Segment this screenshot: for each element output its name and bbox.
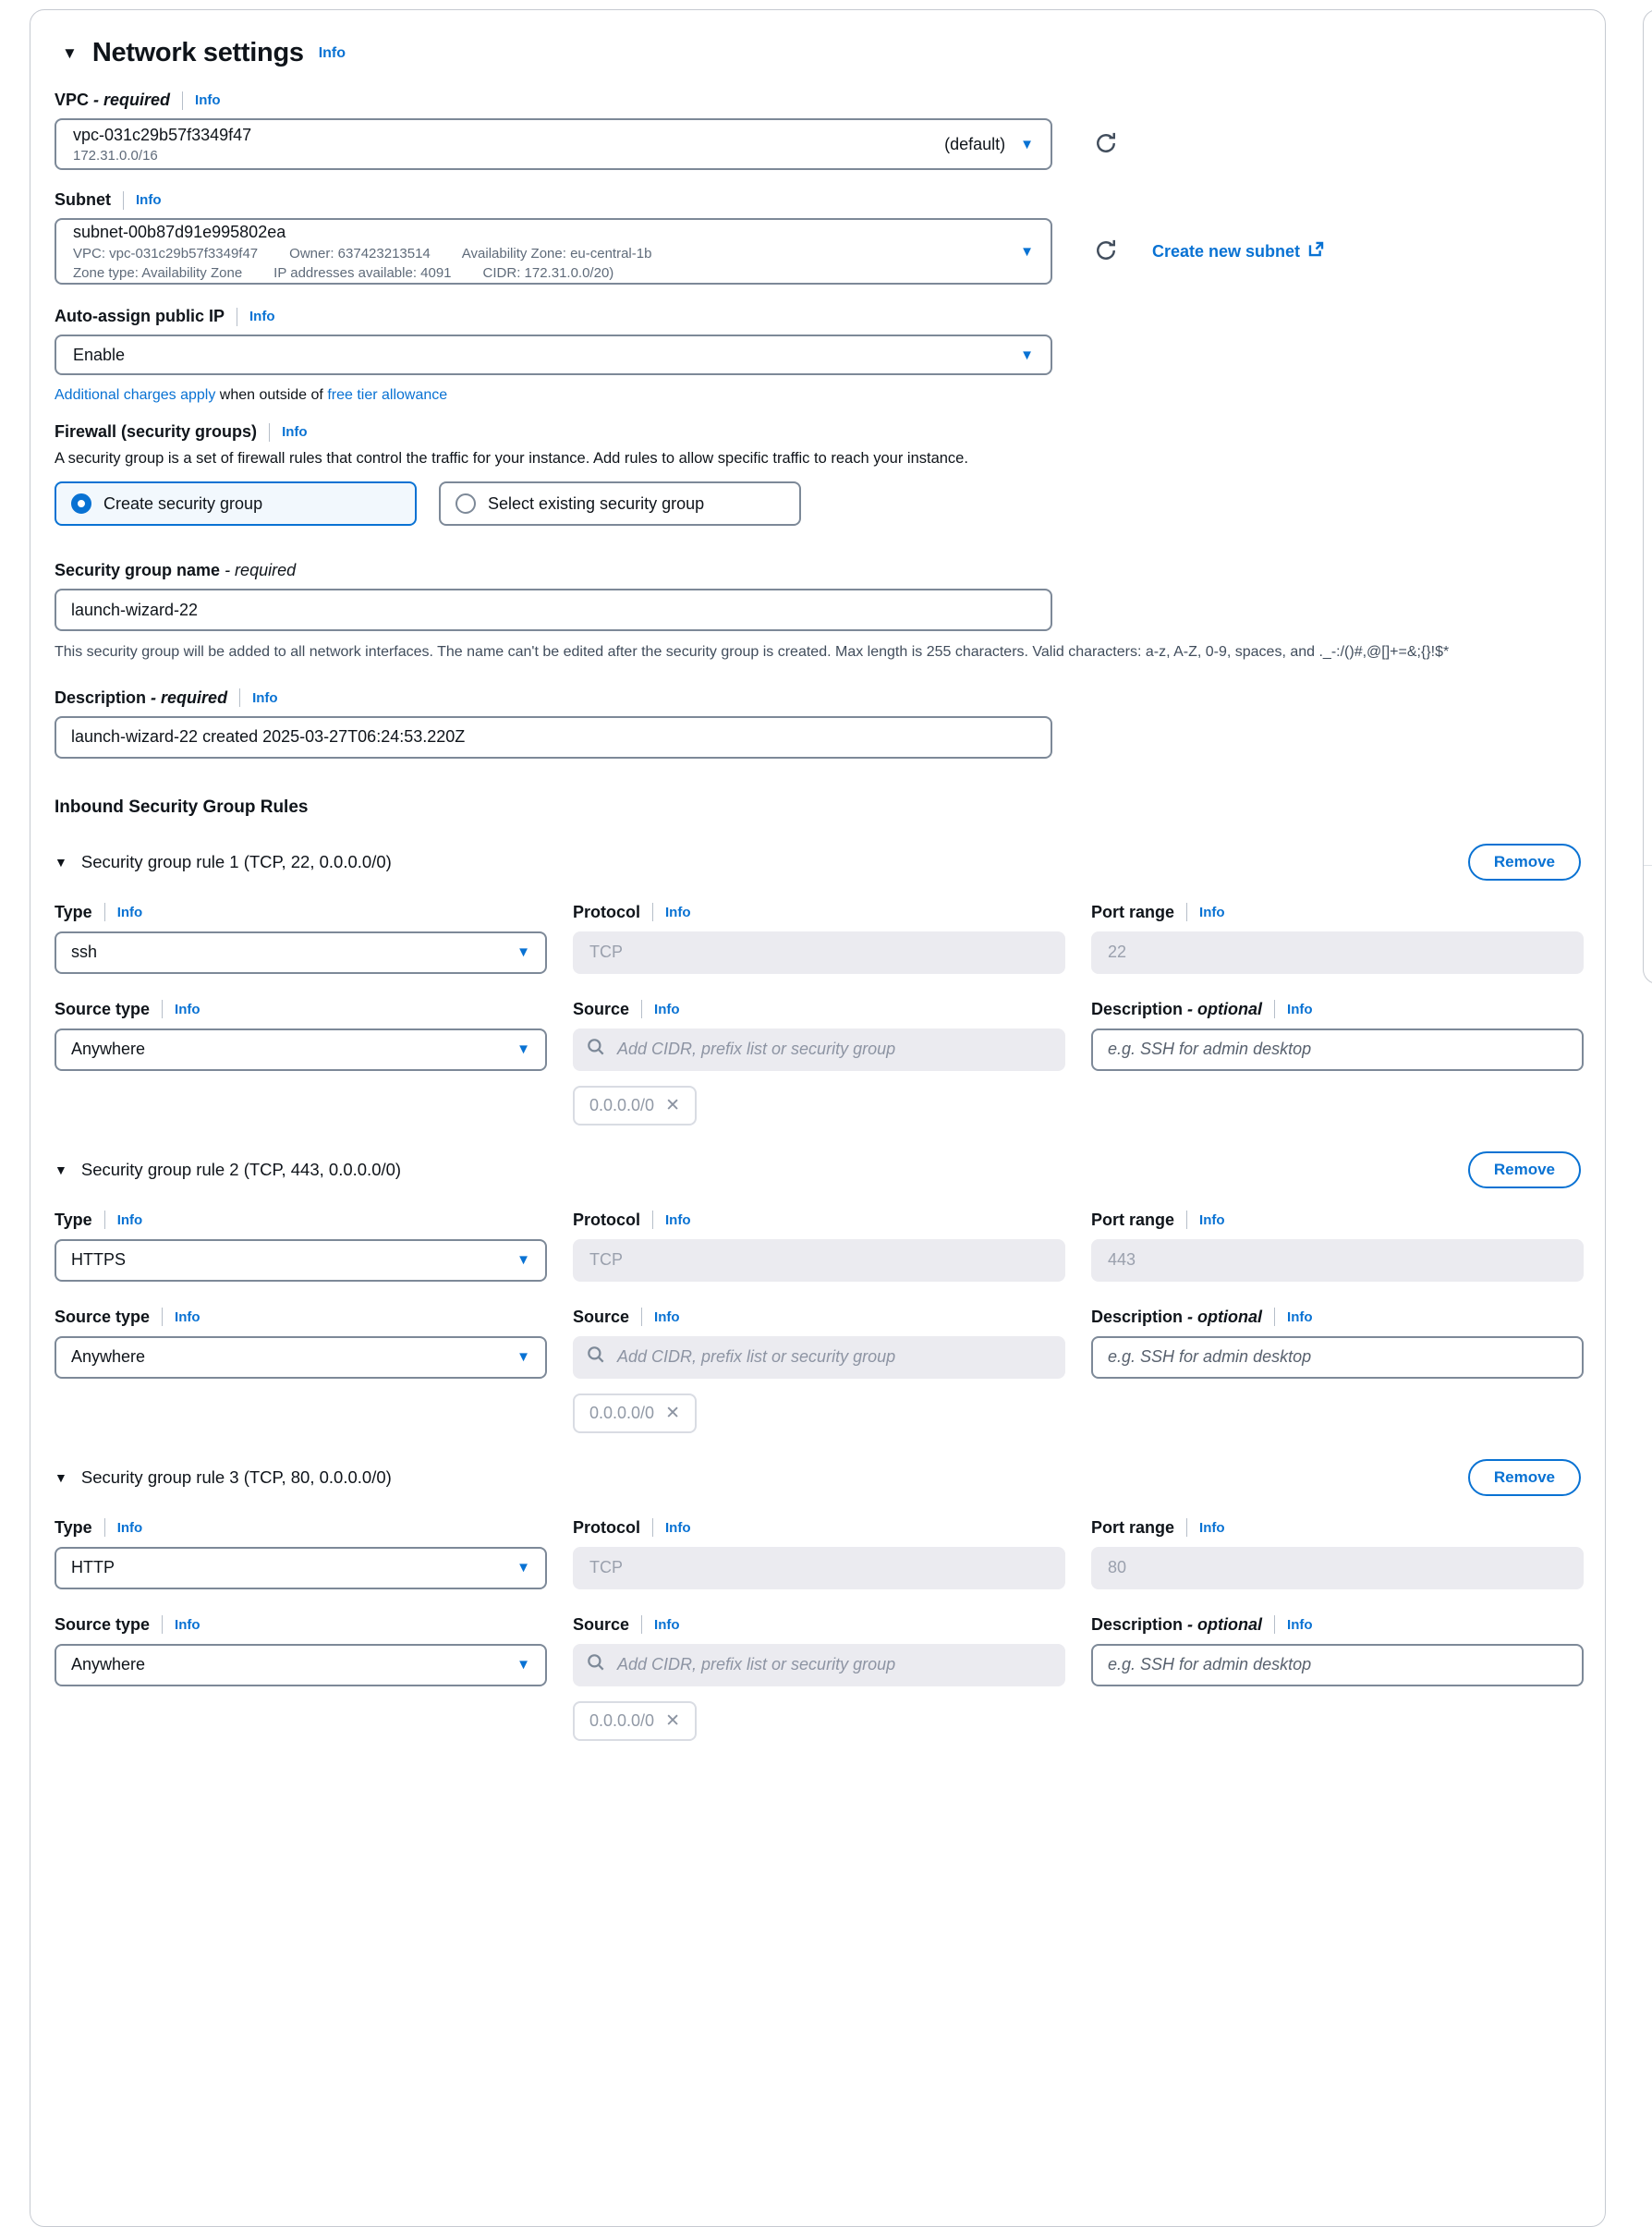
rule-type-cell [55,1211,547,1282]
source-token [573,1086,697,1126]
rule-title: Security group rule 3 (TCP, 80, 0.0.0.0/0) [80,1466,392,1487]
auto-assign-label-row [55,307,1581,326]
chevron-down-icon: ▼ [1020,136,1034,152]
rule-port-cell [1091,1211,1584,1282]
rule-description-label: Description - optional [1091,1307,1263,1326]
rule-source-cell [573,1615,1065,1741]
rule-protocol-cell [573,903,1065,974]
security-group-rule [55,844,1581,1126]
section-header [55,38,1581,68]
network-settings-info-link[interactable]: Info [318,44,346,61]
label-divider [1274,1308,1275,1326]
radio-unselected-icon [456,493,476,514]
label-divider [1186,1211,1187,1229]
firewall-description: A security group is a set of firewall rules that control the traffic for your instance. Add rules to allow specific traffic to reach your instance. [55,450,968,467]
inbound-rules-heading: Inbound Security Group Rules [55,797,309,817]
rule-type-value: HTTP [71,1558,115,1577]
protocol-info-link[interactable]: Info [665,1211,691,1228]
chevron-down-icon: ▼ [1020,243,1034,260]
label-divider [104,1211,105,1229]
chevron-down-icon: ▼ [516,1657,530,1673]
security-group-rule [55,1151,1581,1433]
summary-side-panel [1643,9,1652,984]
auto-assign-label: Auto-assign public IP [55,307,225,325]
side-panel-divider [1644,865,1652,866]
firewall-label-row [55,422,1581,442]
label-divider [641,1615,642,1634]
rule-source-search-field[interactable] [573,1644,1065,1686]
remove-rule-button[interactable]: Remove [1468,1151,1581,1188]
sg-desc-label: Description - required [55,688,228,707]
port-range-info-link[interactable]: Info [1199,1519,1225,1536]
rule-description-input[interactable] [1091,1336,1584,1379]
type-info-link[interactable]: Info [116,1211,143,1228]
label-divider [123,191,124,210]
rule-port-cell [1091,1518,1584,1589]
rule-type-value: HTTPS [71,1250,127,1270]
port-range-label: Port range [1091,1517,1175,1537]
type-label: Type [55,1517,92,1537]
auto-assign-select[interactable] [55,335,1052,375]
label-divider [104,903,105,921]
sg-desc-info-link[interactable]: Info [252,689,278,706]
rule-port-field: 22 [1091,931,1584,974]
label-divider [162,1308,163,1326]
external-link-icon [1307,240,1325,262]
rule-protocol-cell [573,1518,1065,1589]
subnet-detail-line2: Zone type: Availability Zone IP addresses available: 4091 CIDR: 172.31.0.0/20) [73,264,614,281]
rule-collapse-triangle-icon[interactable]: ▼ [55,1162,67,1177]
sg-name-input[interactable] [55,589,1052,631]
rule-collapse-triangle-icon[interactable]: ▼ [55,854,67,870]
chevron-down-icon: ▼ [1020,347,1034,363]
free-tier-link[interactable]: free tier allowance [327,387,448,403]
label-divider [652,903,653,921]
firewall-radio-group [55,481,1581,526]
rule-source-cell [573,1000,1065,1126]
auto-assign-select-value: Enable [73,345,126,364]
rule-source-placeholder: Add CIDR, prefix list or security group [617,1655,896,1674]
rule-grid [55,1211,1581,1433]
rule-header [55,844,1581,881]
close-icon[interactable]: ✕ [665,1710,680,1731]
security-group-rule [55,1459,1581,1741]
source-type-label: Source type [55,999,151,1018]
chevron-down-icon: ▼ [516,1252,530,1269]
refresh-icon [1093,130,1119,159]
rule-type-select[interactable] [55,1239,547,1282]
radio-selected-icon [71,493,91,514]
sg-name-label: Security group name - required [55,561,297,579]
rule-source-type-select[interactable] [55,1336,547,1379]
sg-name-help-text: This security group will be added to all network interfaces. The name can't be edited after the security group is created. Max length is 255 characters. Valid characters: a-z, A-Z, 0-9, spaces, and ._-:/()#,@[]+=&;{}!$* [55,644,1450,660]
remove-rule-button[interactable]: Remove [1468,844,1581,881]
source-type-info-link[interactable]: Info [175,1308,200,1325]
label-divider [182,91,183,110]
rule-port-field: 443 [1091,1239,1584,1282]
refresh-icon [1093,237,1119,266]
rule-source-type-value: Anywhere [71,1655,146,1674]
sg-desc-label-row [55,688,1581,708]
rule-source-cell [573,1308,1065,1433]
label-divider [269,423,270,442]
rule-title: Security group rule 1 (TCP, 22, 0.0.0.0/0) [80,851,392,871]
chevron-down-icon: ▼ [516,1041,530,1058]
remove-rule-button[interactable]: Remove [1468,1459,1581,1496]
label-divider [652,1518,653,1537]
port-range-label: Port range [1091,1210,1175,1229]
rule-description-info-link[interactable]: Info [1287,1308,1313,1325]
label-divider [1186,1518,1187,1537]
source-type-label: Source type [55,1307,151,1326]
additional-charges-link[interactable]: Additional charges apply [55,387,216,403]
sg-name-label-row [55,561,1581,580]
rule-description-input[interactable] [1091,1644,1584,1686]
firewall-label: Firewall (security groups) [55,422,258,441]
search-icon [586,1652,606,1677]
label-divider [162,1000,163,1018]
radio-select-existing-security-group[interactable] [439,481,801,526]
close-icon[interactable]: ✕ [665,1403,680,1423]
subnet-detail-line1: VPC: vpc-031c29b57f3349f47 Owner: 637423213514 Availability Zone: eu-central-1b [73,245,652,262]
search-icon [586,1037,606,1062]
rule-source-type-cell [55,1308,547,1433]
type-info-link[interactable]: Info [116,904,143,920]
source-info-link[interactable]: Info [654,1308,680,1325]
rule-source-placeholder: Add CIDR, prefix list or security group [617,1347,896,1367]
rule-source-type-select[interactable] [55,1028,547,1071]
port-range-label: Port range [1091,902,1175,921]
source-info-link[interactable]: Info [654,1001,680,1017]
label-divider [652,1211,653,1229]
source-info-link[interactable]: Info [654,1616,680,1633]
vpc-select-value: vpc-031c29b57f3349f47 [73,125,252,144]
rule-description-cell [1091,1308,1584,1433]
rule-header [55,1151,1581,1188]
inbound-rules-list [55,844,1581,1741]
rule-source-placeholder: Add CIDR, prefix list or security group [617,1040,896,1059]
subnet-info-link[interactable]: Info [136,192,162,208]
vpc-select[interactable] [55,118,1052,170]
radio-create-security-group[interactable] [55,481,417,526]
label-divider [162,1615,163,1634]
subnet-label: Subnet [55,190,111,209]
rule-type-select[interactable] [55,931,547,974]
label-divider [239,688,240,707]
rule-port-field: 80 [1091,1547,1584,1589]
collapse-triangle-icon[interactable]: ▼ [62,44,78,62]
rule-source-search-field[interactable] [573,1336,1065,1379]
close-icon[interactable]: ✕ [665,1095,680,1115]
rule-description-label: Description - optional [1091,1614,1263,1634]
vpc-refresh-button[interactable] [1093,130,1119,159]
rule-description-info-link[interactable]: Info [1287,1001,1313,1017]
vpc-field-row [55,118,1581,170]
vpc-label-row [55,91,1581,110]
label-divider [1186,903,1187,921]
rule-type-value: ssh [71,943,98,962]
subnet-field-row [55,218,1581,285]
chevron-down-icon: ▼ [516,1560,530,1576]
rule-description-cell [1091,1000,1584,1126]
rule-protocol-field: TCP [573,931,1065,974]
vpc-info-link[interactable]: Info [195,92,221,108]
charges-note: Additional charges apply when outside of free tier allowance [55,387,448,403]
rule-collapse-triangle-icon[interactable]: ▼ [55,1469,67,1485]
rule-protocol-cell [573,1211,1065,1282]
rule-source-type-select[interactable] [55,1644,547,1686]
vpc-select-cidr: 172.31.0.0/16 [73,147,158,164]
chevron-down-icon: ▼ [516,1349,530,1366]
rule-type-cell [55,1518,547,1589]
source-label: Source [573,1614,630,1634]
rule-header [55,1459,1581,1496]
rule-type-cell [55,903,547,974]
rule-grid [55,1518,1581,1741]
label-divider [104,1518,105,1537]
rule-source-type-value: Anywhere [71,1040,146,1059]
chevron-down-icon: ▼ [516,944,530,961]
radio-create-label: Create security group [103,493,263,513]
label-divider [641,1308,642,1326]
sg-desc-input[interactable] [55,716,1052,759]
source-token-value: 0.0.0.0/0 [589,1710,655,1730]
rule-source-type-value: Anywhere [71,1347,146,1367]
type-label: Type [55,902,92,921]
subnet-refresh-button[interactable] [1093,237,1119,266]
source-type-label: Source type [55,1614,151,1634]
rule-description-label: Description - optional [1091,999,1263,1018]
rule-source-search-field[interactable] [573,1028,1065,1071]
label-divider [641,1000,642,1018]
vpc-label: VPC - required [55,91,171,109]
rule-protocol-field: TCP [573,1547,1065,1589]
rule-type-select[interactable] [55,1547,547,1589]
source-token [573,1393,697,1433]
subnet-label-row [55,190,1581,210]
auto-assign-info-link[interactable]: Info [249,309,275,324]
protocol-label: Protocol [573,1210,641,1229]
source-token [573,1701,697,1741]
rule-protocol-field: TCP [573,1239,1065,1282]
create-new-subnet-link[interactable]: Create new subnet [1152,240,1325,262]
subnet-select-value: subnet-00b87d91e995802ea [73,222,286,241]
type-info-link[interactable]: Info [116,1519,143,1536]
source-type-info-link[interactable]: Info [175,1001,200,1017]
protocol-label: Protocol [573,1517,641,1537]
protocol-label: Protocol [573,902,641,921]
protocol-info-link[interactable]: Info [665,1519,691,1536]
rule-source-type-cell [55,1615,547,1741]
source-type-info-link[interactable]: Info [175,1616,200,1633]
protocol-info-link[interactable]: Info [665,904,691,920]
vpc-default-badge: (default) [944,134,1006,153]
label-divider [1274,1615,1275,1634]
port-range-info-link[interactable]: Info [1199,904,1225,920]
rule-description-input[interactable] [1091,1028,1584,1071]
rule-description-cell [1091,1615,1584,1741]
rule-grid [55,903,1581,1126]
source-label: Source [573,999,630,1018]
label-divider [1274,1000,1275,1018]
page-title: Network settings [91,38,304,67]
radio-select-label: Select existing security group [488,493,705,513]
rule-port-cell [1091,903,1584,974]
source-label: Source [573,1307,630,1326]
source-token-value: 0.0.0.0/0 [589,1403,655,1422]
rule-source-type-cell [55,1000,547,1126]
subnet-select[interactable] [55,218,1052,285]
type-label: Type [55,1210,92,1229]
source-token-value: 0.0.0.0/0 [589,1095,655,1114]
rule-description-info-link[interactable]: Info [1287,1616,1313,1633]
rule-title: Security group rule 2 (TCP, 443, 0.0.0.0/0) [80,1159,402,1179]
port-range-info-link[interactable]: Info [1199,1211,1225,1228]
firewall-info-link[interactable]: Info [282,424,308,440]
search-icon [586,1345,606,1369]
network-settings-panel [30,9,1606,2227]
